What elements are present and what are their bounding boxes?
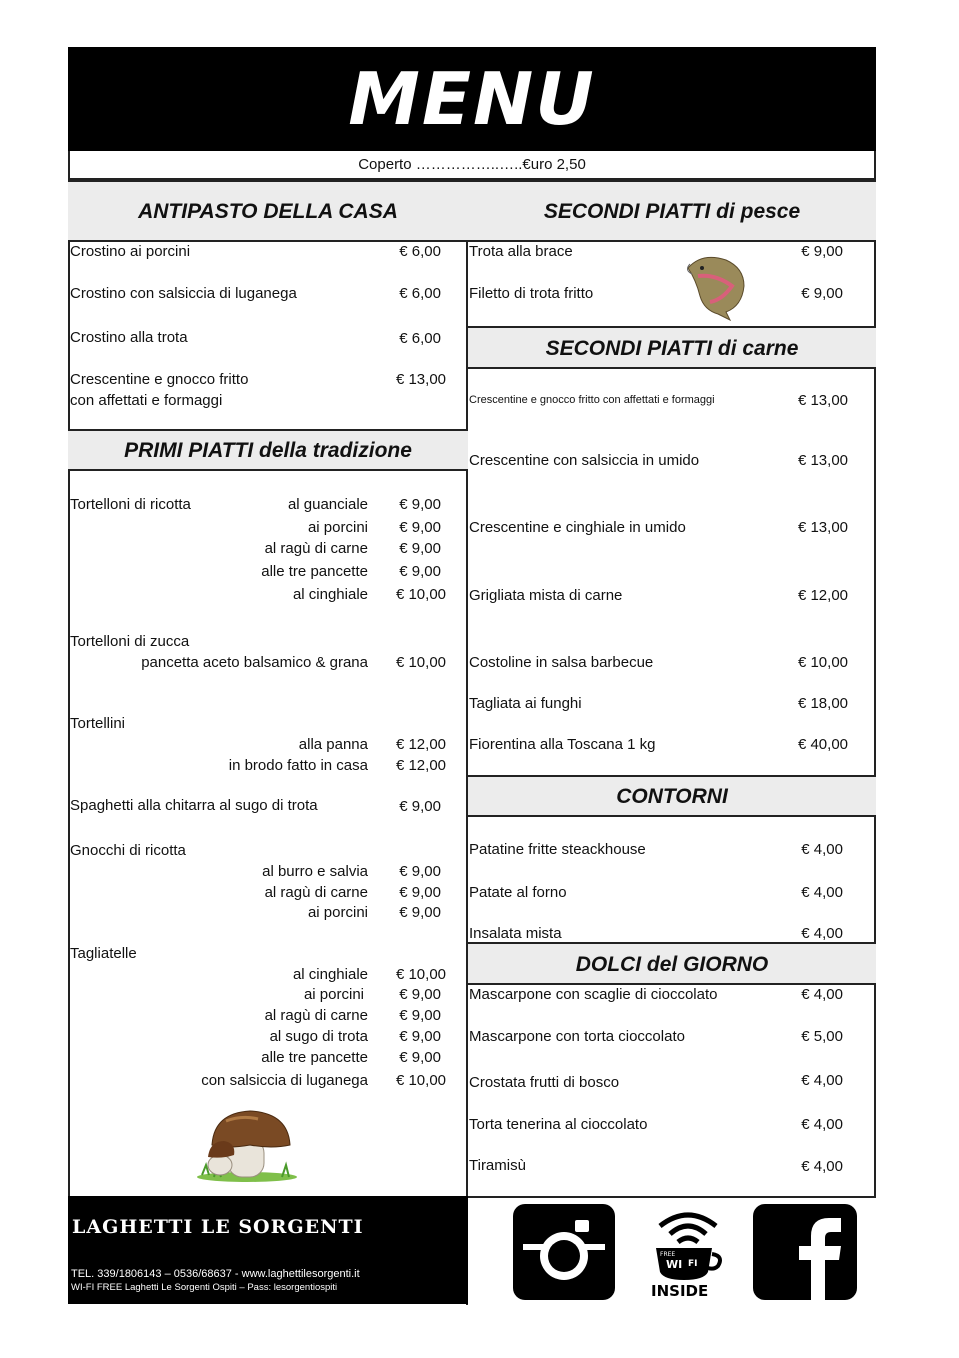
- facebook-icon[interactable]: [753, 1204, 857, 1300]
- menu-price: € 9,00: [399, 986, 441, 1003]
- wifi-info: WI-FI FREE Laghetti Le Sorgenti Ospiti – Pass: lesorgentiospiti: [71, 1282, 338, 1293]
- menu-price: € 4,00: [801, 1116, 843, 1133]
- menu-price: € 6,00: [399, 243, 441, 260]
- menu-price: € 12,00: [395, 757, 446, 774]
- menu-price: € 6,00: [399, 285, 441, 302]
- menu-item: Grigliata mista di carne: [469, 587, 623, 604]
- section-title: PRIMI PIATTI della tradizione: [124, 439, 412, 462]
- menu-variant: alla panna: [298, 736, 368, 753]
- section-contorni: [468, 775, 876, 817]
- menu-price: € 9,00: [399, 563, 441, 580]
- section-carne: [468, 326, 876, 369]
- menu-item: Spaghetti alla chitarra al sugo di trota: [70, 797, 318, 814]
- menu-item: Crescentine con salsiccia in umido: [469, 452, 700, 469]
- menu-variant: pancetta aceto balsamico & grana: [141, 654, 368, 671]
- menu-price: € 4,00: [801, 1158, 843, 1175]
- menu-price: € 9,00: [399, 1007, 441, 1024]
- menu-item: Crostino alla trota: [70, 329, 188, 346]
- menu-item: Tagliatelle: [70, 945, 137, 962]
- menu-item: Fiorentina alla Toscana 1 kg: [469, 736, 656, 753]
- section-antipasto: [68, 180, 468, 242]
- menu-price: € 13,00: [797, 519, 848, 536]
- menu-item: Tagliata ai funghi: [469, 695, 582, 712]
- menu-price: € 4,00: [801, 986, 843, 1003]
- menu-price: € 10,00: [395, 586, 446, 603]
- fish-icon: [682, 250, 754, 322]
- menu-price: € 12,00: [797, 587, 848, 604]
- menu-price: € 13,00: [797, 392, 848, 409]
- menu-item: Torta tenerina al cioccolato: [469, 1116, 648, 1133]
- section-title: SECONDI PIATTI di carne: [545, 337, 799, 360]
- menu-variant: al cinghiale: [292, 966, 368, 983]
- menu-variant: al guanciale: [287, 496, 368, 513]
- menu-price: € 40,00: [797, 736, 848, 753]
- menu-price: € 10,00: [395, 1072, 446, 1089]
- menu-variant: in brodo fatto in casa: [228, 757, 368, 774]
- footer-icons: [468, 1196, 876, 1304]
- menu-item: Patate al forno: [469, 884, 567, 901]
- section-title: CONTORNI: [616, 785, 728, 808]
- menu-item: Tortellini: [70, 715, 126, 732]
- section-dolci: [468, 942, 876, 985]
- menu-price: € 10,00: [797, 654, 848, 671]
- menu-variant: con salsiccia di luganega: [201, 1072, 368, 1089]
- menu-price: € 9,00: [399, 1049, 441, 1066]
- menu-price: € 10,00: [395, 966, 446, 983]
- contact-phone: TEL. 339/1806143 – 0536/68637 - www.laghettilesorgenti.it: [71, 1268, 360, 1280]
- menu-item: Gnocchi di ricotta: [70, 842, 186, 859]
- menu-price: € 9,00: [801, 285, 843, 302]
- section-primi: [68, 429, 468, 471]
- menu-price: € 18,00: [797, 695, 848, 712]
- menu-variant: al ragù di carne: [264, 1007, 368, 1024]
- menu-item: Crostata frutti di bosco: [469, 1074, 620, 1091]
- brand-name: LAGHETTI LE SORGENTI: [72, 1216, 364, 1238]
- menu-variant: ai porcini: [303, 986, 364, 1003]
- menu-item: Crostino ai porcini: [70, 243, 191, 260]
- menu-price: € 9,00: [399, 496, 441, 513]
- menu-item: Mascarpone con scaglie di cioccolato: [469, 986, 718, 1003]
- section-title: DOLCI del GIORNO: [575, 953, 769, 976]
- menu-item: Tortelloni di ricotta: [70, 496, 191, 513]
- wifi-free-text: FREE: [660, 1251, 676, 1258]
- menu-price: € 4,00: [801, 884, 843, 901]
- menu-variant: ai porcini: [307, 519, 368, 536]
- menu-price: € 9,00: [399, 540, 441, 557]
- menu-price: € 13,00: [797, 452, 848, 469]
- wifi-fi-text: FI: [688, 1259, 698, 1269]
- menu-price: € 5,00: [801, 1028, 843, 1045]
- coperto-line: Coperto ……………..…..€uro 2,50: [68, 151, 876, 180]
- menu-variant: al ragù di carne: [264, 540, 368, 557]
- menu-price: € 12,00: [395, 736, 446, 753]
- menu-price: € 9,00: [399, 904, 441, 921]
- footer-contact: [68, 1196, 468, 1304]
- menu-price: € 9,00: [399, 884, 441, 901]
- menu-item: Mascarpone con torta cioccolato: [469, 1028, 685, 1045]
- menu-price: € 9,00: [801, 243, 843, 260]
- menu-price: € 9,00: [399, 1028, 441, 1045]
- section-title: SECONDI PIATTI di pesce: [543, 200, 801, 223]
- menu-item: Crostino con salsiccia di luganega: [70, 285, 297, 302]
- menu-item: Crescentine e gnocco fritto: [70, 371, 249, 388]
- section-pesce: [468, 180, 876, 242]
- menu-price: € 6,00: [399, 330, 441, 347]
- menu-item: Insalata mista: [469, 925, 562, 942]
- menu-price: € 10,00: [395, 654, 446, 671]
- menu-price: € 4,00: [801, 1072, 843, 1089]
- menu-price: € 4,00: [801, 925, 843, 942]
- menu-item-detail: con affettati e formaggi: [70, 392, 223, 409]
- instagram-icon[interactable]: [513, 1204, 615, 1300]
- wifi-icon: [648, 1204, 728, 1300]
- menu-price: € 9,00: [399, 863, 441, 880]
- menu-price: € 13,00: [395, 371, 446, 388]
- wifi-wi-text: WI: [666, 1258, 683, 1271]
- menu-variant: al sugo di trota: [269, 1028, 368, 1045]
- menu-variant: ai porcini: [307, 904, 368, 921]
- menu-item: Crescentine e gnocco fritto con affettati e formaggi: [469, 394, 715, 406]
- menu-price: € 9,00: [399, 519, 441, 536]
- menu-item: Tiramisù: [469, 1157, 526, 1174]
- menu-variant: al cinghiale: [292, 586, 368, 603]
- menu-item: Trota alla brace: [469, 243, 573, 260]
- menu-variant: alle tre pancette: [261, 1049, 368, 1066]
- section-title: ANTIPASTO DELLA CASA: [138, 200, 398, 223]
- menu-variant: alle tre pancette: [261, 563, 368, 580]
- menu-variant: al ragù di carne: [264, 884, 368, 901]
- menu-price: € 9,00: [399, 798, 441, 815]
- menu-item: Filetto di trota fritto: [469, 285, 594, 302]
- menu-item: Patatine fritte steackhouse: [469, 841, 646, 858]
- mushroom-icon: [192, 1105, 302, 1183]
- menu-price: € 4,00: [801, 841, 843, 858]
- menu-item: Crescentine e cinghiale in umido: [469, 519, 686, 536]
- menu-header: [68, 47, 876, 151]
- wifi-badge-label: INSIDE: [651, 1282, 709, 1300]
- menu-item: Tortelloni di zucca: [70, 633, 190, 650]
- menu-variant: al burro e salvia: [262, 863, 368, 880]
- menu-title: MENU: [348, 57, 596, 141]
- menu-item: Costoline in salsa barbecue: [469, 654, 654, 671]
